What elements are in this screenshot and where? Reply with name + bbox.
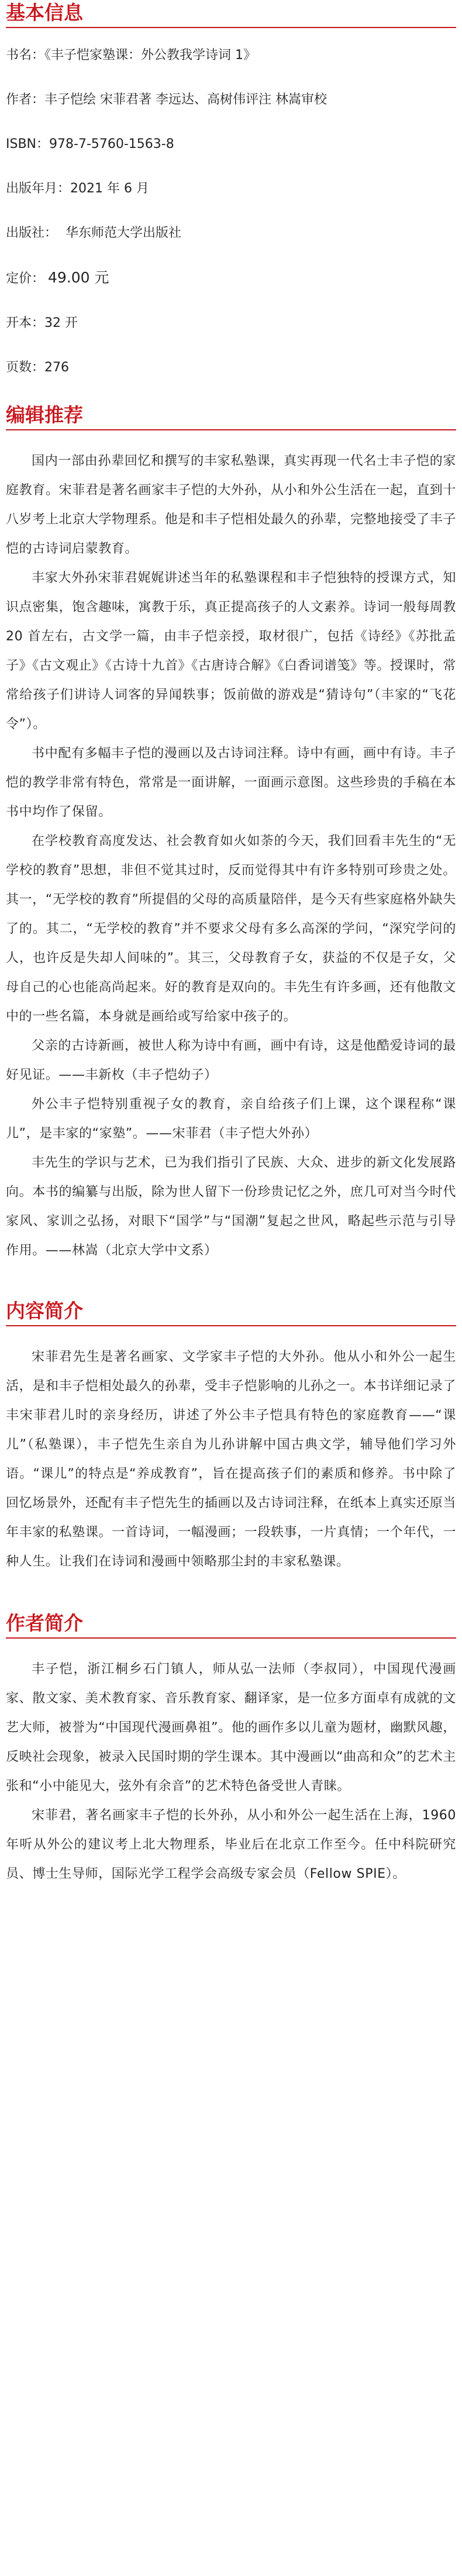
section-title-summary: 内容简介 <box>6 1299 83 1322</box>
section-divider <box>6 1325 456 1326</box>
paragraph: 在学校教育高度发达、社会教育如火如荼的今天，我们回看丰先生的“无学校的教育”思想，非但不觉其过时，反而觉得其中有许多特别可珍贵之处。其一，“无学校的教育”所提倡的父母的高质量陪伴，是今天有些家庭格外缺失了的。其二，“无学校的教育”并不要求父母有多么高深的学问，“深究学问的人，也许反是失却人间味的”。其三，父母教育子女，获益的不仅是子女，父母自己的心也能高尚起来。好的教育是双向的。丰先生有许多画，还有他散文中的一些名篇，本身就是画给或写给家中孩子的。 <box>6 834 456 1024</box>
basic-info-section <box>6 0 456 378</box>
section-title-basic-info: 基本信息 <box>6 1 83 24</box>
summary-body <box>6 1343 456 1577</box>
section-divider <box>6 27 456 28</box>
info-label: 作者： <box>6 92 45 107</box>
info-value: 978-7-5760-1563-8 <box>49 137 174 151</box>
paragraph: 宋菲君，著名画家丰子恺的长外孙，从小和外公一起生活在上海，1960 年听从外公的建议考上北大物理系，毕业后在北京工作至今。任中科院研究员、博士生导师，国际光学工程学会高级专家会员（Fellow SPIE）。 <box>6 1808 456 1881</box>
paragraph: 国内一部由孙辈回忆和撰写的丰家私塾课，真实再现一代名士丰子恺的家庭教育。宋菲君是著名画家丰子恺的大外孙，从小和外公生活在一起，直到十八岁考上北京大学物理系。他是和丰子恺相处最久的孙辈，完整地接受了丰子恺的古诗词启蒙教育。 <box>6 454 456 556</box>
paragraph: 丰家大外孙宋菲君娓娓讲述当年的私塾课程和丰子恺独特的授课方式，知识点密集，饱含趣味，寓教于乐，真正提高孩子的人文素养。诗词一般每周教 20 首左右，古文学一篇，由丰子恺亲授，取材很广，包括《诗经》《苏批孟子》《古文观止》《古诗十九首》《古唐诗合解》《白香词谱笺》等。授课时，常常给孩子们讲诗人词客的异闻轶事；饭前做的游戏是“猜诗句”（丰家的“飞花令”）。 <box>6 571 456 732</box>
paragraph: 书中配有多幅丰子恺的漫画以及古诗词注释。诗中有画，画中有诗。丰子恺的教学非常有特色，常常是一面讲解，一面画示意图。这些珍贵的手稿在本书中均作了保留。 <box>6 746 456 819</box>
info-row-title <box>6 46 456 65</box>
quote-paragraph: 外公丰子恺特别重视子女的教育，亲自给孩子们上课，这个课程称“课儿”，是丰家的“家塾”。——宋菲君（丰子恺大外孙） <box>6 1097 456 1141</box>
info-row-pubdate <box>6 179 456 199</box>
info-label: 出版年月： <box>6 181 71 196</box>
info-label: 开本： <box>6 316 45 330</box>
info-row-isbn <box>6 135 456 154</box>
quote-paragraph: 丰先生的学识与艺术，已为我们指引了民族、大众、进步的新文化发展路向。本书的编纂与出版，除为世人留下一份珍贵记忆之外，庶几可对当今时代家风、家训之弘扬，对眼下“国学”与“国潮”复起之世风，略起些示范与引导作用。——林嵩（北京大学中文系） <box>6 1156 456 1258</box>
section-title-editor-rec: 编辑推荐 <box>6 404 83 426</box>
info-label: 页数： <box>6 360 45 375</box>
info-label: 定价： <box>6 271 45 286</box>
section-divider <box>6 1637 456 1639</box>
info-label: ISBN： <box>6 137 50 151</box>
info-value: 32 开 <box>44 316 78 330</box>
author-section <box>6 1611 456 1889</box>
info-value: 276 <box>44 360 70 375</box>
info-value: 华东师范大学出版社 <box>57 226 182 240</box>
editor-rec-body <box>6 447 456 1265</box>
info-value: 《丰子恺家塾课：外公教我学诗词 1》 <box>44 48 257 63</box>
summary-section <box>6 1298 456 1577</box>
info-row-publisher <box>6 223 456 243</box>
info-row-format <box>6 313 456 333</box>
info-row-price <box>6 268 456 289</box>
info-row-author <box>6 90 456 110</box>
paragraph: 丰子恺，浙江桐乡石门镇人，师从弘一法师（李叔同），中国现代漫画家、散文家、美术教育家、音乐教育家、翻译家，是一位多方面卓有成就的文艺大师，被誉为“中国现代漫画鼻祖”。他的画作多以儿童为题材，幽默风趣，反映社会现象，被录入民国时期的学生课本。其中漫画以“曲高和众”的艺术主张和“小中能见大，弦外有余音”的艺术特色备受世人青睐。 <box>6 1662 456 1794</box>
info-value: 2021 年 6 月 <box>70 181 149 196</box>
section-divider <box>6 429 456 430</box>
info-label: 出版社： <box>6 226 58 240</box>
paragraph: 宋菲君先生是著名画家、文学家丰子恺的大外孙。他从小和外公一起生活，是和丰子恺相处最久的孙辈，受丰子恺影响的儿孙之一。本书详细记录了丰宋菲君儿时的亲身经历，讲述了外公丰子恺具有特色的家庭教育——“课儿”（私塾课），丰子恺先生亲自为儿孙讲解中国古典文学，辅导他们学习外语。“课儿”的特点是“养成教育”，旨在提高孩子们的素质和修养。书中除了回忆场景外，还配有丰子恺先生的插画以及古诗词注释，在纸本上真实还原当年丰家的私塾课。一首诗词，一幅漫画；一段轶事，一片真情；一个年代，一种人生。让我们在诗词和漫画中领略那尘封的丰家私塾课。 <box>6 1350 456 1569</box>
info-row-pages <box>6 358 456 378</box>
info-value: 49.00 元 <box>48 269 109 286</box>
basic-info-list <box>6 46 456 378</box>
author-body <box>6 1655 456 1889</box>
editor-recommendation-section <box>6 402 456 1265</box>
info-value: 丰子恺绘 宋菲君著 李远达、高树伟评注 林嵩审校 <box>44 92 327 107</box>
quote-paragraph: 父亲的古诗新画，被世人称为诗中有画，画中有诗，这是他酷爱诗词的最好见证。——丰新枚（丰子恺幼子） <box>6 1039 456 1082</box>
section-title-author: 作者简介 <box>6 1612 83 1634</box>
info-label: 书名： <box>6 48 45 63</box>
